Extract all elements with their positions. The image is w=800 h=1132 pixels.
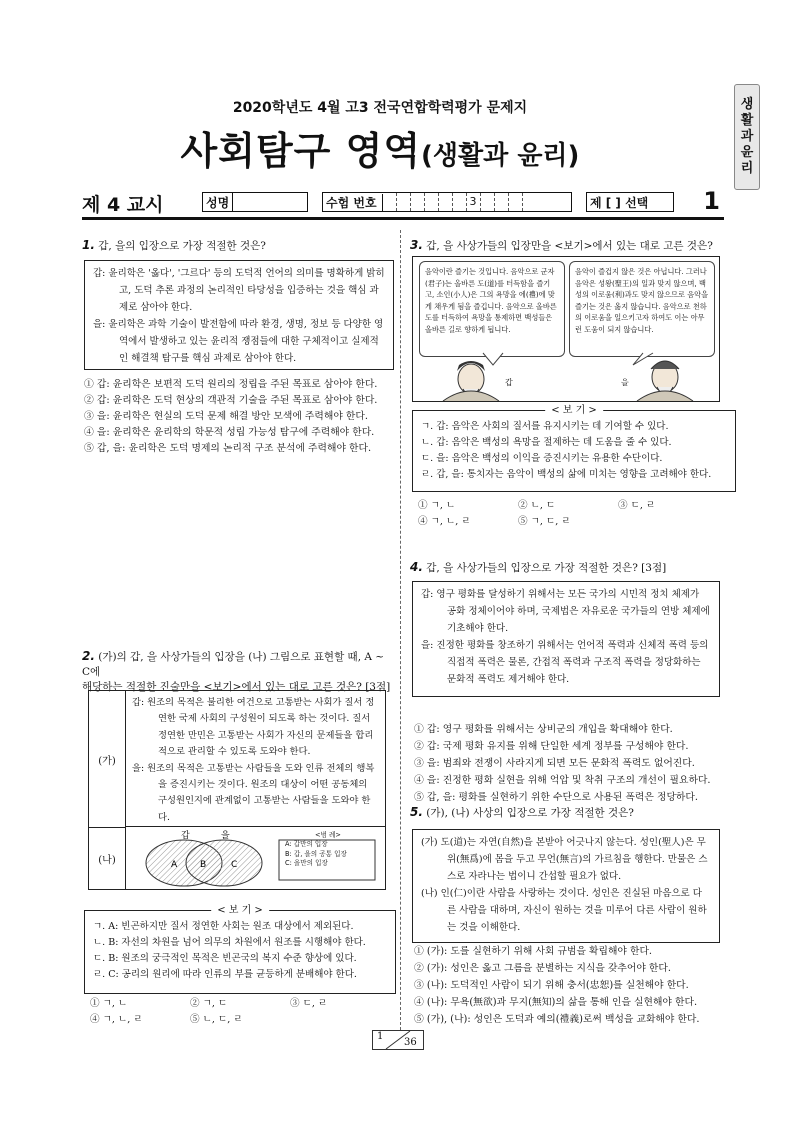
q2-ga-line: 갑: 원조의 목적은 불리한 여건으로 고통받는 사회가 질서 정연한 국제 사회의 구성원이 되도록 하는 것이다. 질서 정연한 만민은 고통받는 사회가 자신의 문제들을 합리적으로 관리할 수 있도록 도와야 한다. (132, 697, 375, 758)
title-main: 사회탐구 영역 (180, 129, 422, 173)
bogi-item: ㄷ. 을: 음악은 백성의 이익을 증진시키는 유용한 수단이다. (421, 453, 663, 464)
q2-legend (281, 831, 375, 869)
q2-choice-3[interactable]: ③ ㄷ, ㄹ (290, 998, 328, 1009)
q2-text-2: 해당하는 적절한 진술만을 <보기>에서 있는 대로 고른 것은? [3점] (82, 681, 391, 693)
q3-label-right: 을 (621, 378, 629, 387)
name-field[interactable] (232, 193, 307, 211)
q5-passage-box (412, 829, 720, 943)
scholar-left-icon (443, 361, 499, 401)
q2-choice-4[interactable]: ④ ㄱ, ㄴ, ㄹ (90, 1014, 143, 1025)
legend-title: <범 례> (315, 831, 341, 839)
q2-na-label: (나) (89, 828, 126, 889)
q3-speech-bubble-right: 음악이 즐겁지 않은 것은 아닙니다. 그러나 음악은 성왕(聖王)의 일과 맞지 않으며, 백성의 이로움(利)과도 맞지 않으므로 음악을 즐기는 것은 옳지 않습니다. 음악으로 천하의 이로움을 일으키고자 하여도 이는 아무런 도움이 되지 않습니다. (569, 261, 715, 357)
column-divider (400, 230, 402, 1030)
q1-text: 갑, 을의 입장으로 가장 적절한 것은? (98, 240, 266, 252)
q1-number: 1. (82, 238, 95, 252)
bogi-item: ㄹ. C: 공리의 원리에 따라 인류의 부를 균등하게 분배해야 한다. (93, 969, 357, 980)
scholar-right-icon (637, 361, 693, 401)
q1-passage-box (84, 260, 394, 370)
venn-right-label: 을 (221, 831, 230, 841)
q3-speech-bubble-left: 음악이란 즐기는 것입니다. 음악으로 군자(君子)는 올바른 도(道)를 터득함을 즐기고, 소인(小人)은 그의 욕망을 에(禮)에 맞게 채우게 됨을 즐깁니다. 음악으로 올바른 도를 터득하여 욕망을 통제하면 백성들은 올바른 길로 향하게 됩니다. (419, 261, 565, 357)
bogi-item: ㄴ. 갑: 음악은 백성의 욕망을 절제하는 데 도움을 줄 수 있다. (421, 437, 672, 448)
venn-c: C (231, 860, 238, 870)
bogi-item: ㄱ. A: 빈곤하지만 질서 정연한 사회는 원조 대상에서 제외된다. (93, 921, 354, 932)
side-tab-text: 생활과 윤리 (740, 97, 754, 176)
exam-digit-cell[interactable] (508, 193, 522, 211)
q4-passage-line: 갑: 영구 평화를 달성하기 위해서는 모든 국가의 시민적 정치 체제가 공화 정체이어야 하며, 국제법은 자유로운 국가들의 연방 체제에 기초해야 한다. (421, 589, 710, 634)
title-sub: (생활과 윤리) (421, 141, 580, 171)
q4-option-2[interactable]: ② 갑: 국제 평화 유지를 위해 단일한 세계 정부를 구성해야 한다. (414, 741, 689, 752)
q5-option-5[interactable]: ⑤ (가), (나): 성인은 도덕과 예의(禮義)로써 백성을 교화해야 한다. (414, 1014, 700, 1025)
q1-option-4[interactable]: ④ 을: 윤리학은 윤리학의 학문적 성립 가능성 탐구에 주력해야 한다. (84, 427, 375, 438)
exam-digit-cell[interactable] (410, 193, 424, 211)
exam-digit-cell[interactable] (452, 193, 466, 211)
q5-text: (가), (나) 사상의 입장으로 가장 적절한 것은? (426, 807, 634, 819)
q1-stem (82, 238, 392, 254)
q2-stem (82, 649, 392, 695)
legend-item: B: 갑, 을의 공통 입장 (285, 849, 347, 858)
page-footer (372, 1030, 424, 1050)
q2-bogi-box (84, 905, 396, 994)
q2-choice-2[interactable]: ② ㄱ, ㄷ (190, 998, 228, 1009)
q4-passage-line: 을: 진정한 평화를 창조하기 위해서는 언어적 폭력과 신체적 폭력 등의 직접적 폭력은 물론, 간접적 폭력과 구조적 폭력을 정당화하는 문화적 폭력도 제거해야 한다. (421, 640, 709, 685)
q3-illustration (412, 256, 720, 402)
exam-digit-cell[interactable] (480, 193, 494, 211)
q4-number: 4. (410, 560, 423, 574)
exam-number-box (322, 192, 572, 212)
exam-digit-cell[interactable] (383, 193, 396, 211)
exam-digit-cell[interactable] (438, 193, 452, 211)
q2-ga-line: 을: 원조의 목적은 고통받는 사람들을 도와 인류 전체의 행복을 증진시키는 것이다. 원조의 대상이 어떤 공동체의 구성원인지에 관계없이 고통받는 사람들을 도와야 한다. (132, 762, 375, 823)
legend-item: A: 갑만의 입장 (285, 840, 328, 849)
exam-line: 2020학년도 4월 고3 전국연합학력평가 문제지 (232, 100, 528, 116)
bogi-item: ㄹ. 갑, 을: 통치자는 음악이 백성의 삶에 미치는 영향을 고려해야 한다. (421, 469, 712, 480)
bogi-item: ㄷ. B: 원조의 궁극적인 목적은 빈곤국의 복지 수준 향상에 있다. (93, 953, 357, 964)
exam-digit-cell[interactable] (522, 193, 536, 211)
legend-item: C: 을만의 입장 (285, 859, 328, 868)
header-rule (82, 217, 724, 220)
q5-option-3[interactable]: ③ (나): 도덕적인 사람이 되기 위해 충서(忠恕)를 실천해야 한다. (414, 980, 689, 991)
bogi-item: ㄴ. B: 자선의 차원을 넘어 의무의 차원에서 원조를 시행해야 한다. (93, 937, 366, 948)
q2-choice-5[interactable]: ⑤ ㄴ, ㄷ, ㄹ (190, 1014, 243, 1025)
q2-text-1: (가)의 갑, 을 사상가들의 입장을 (나) 그림으로 표현할 때, A ~ C에 (82, 651, 385, 678)
q5-option-4[interactable]: ④ (나): 무욕(無欲)과 무지(無知)의 삶을 통해 인을 실현해야 한다. (414, 997, 698, 1008)
q1-passage-line: 갑: 윤리학은 '옳다', '그르다' 등의 도덕적 언어의 의미를 명확하게 밝히고, 도덕 추론 과정의 논리적인 타당성을 입증하는 것을 핵심 과제로 삼아야 한다. (93, 268, 385, 313)
q2-ga-text (126, 691, 385, 827)
venn-right-circle (186, 840, 262, 886)
subject-side-tab (734, 84, 760, 190)
q3-stem (410, 238, 730, 254)
q1-passage-line: 을: 윤리학은 과학 기술이 발전함에 따라 환경, 생명, 정보 등 다양한 영역에서 발생하고 있는 윤리적 쟁점들에 대한 구체적이고 실제적인 해결책 탐구를 핵심 과제로 삼아야 한다. (93, 319, 384, 364)
q4-passage-box (412, 581, 720, 697)
q4-option-1[interactable]: ① 갑: 영구 평화를 위해서는 상비군의 개입을 확대해야 한다. (414, 724, 673, 735)
q1-option-5[interactable]: ⑤ 갑, 을: 윤리학은 도덕 명제의 논리적 구조 분석에 주력해야 한다. (84, 443, 372, 454)
page-current: 1 (377, 1031, 384, 1042)
exam-digit-cell[interactable] (494, 193, 508, 211)
q3-number: 3. (410, 238, 423, 252)
select-label: 제 [ ] 선택 (590, 195, 649, 210)
q3-choice-1[interactable]: ① ㄱ, ㄴ (418, 500, 456, 511)
info-row (82, 187, 724, 216)
q3-figures (413, 257, 719, 401)
q1-option-1[interactable]: ① 갑: 윤리학은 보편적 도덕 원리의 정립을 주된 목표로 삼아야 한다. (84, 379, 378, 390)
q2-number: 2. (82, 649, 95, 663)
q1-option-3[interactable]: ③ 을: 윤리학은 현실의 도덕 문제 해결 방안 모색에 주력해야 한다. (84, 411, 368, 422)
bogi-tag: < 보 기 > (545, 403, 603, 419)
q3-bogi-box (412, 405, 736, 492)
q5-number: 5. (410, 805, 423, 819)
q4-text: 갑, 을 사상가들의 입장으로 가장 적절한 것은? [3점] (426, 562, 667, 574)
q2-ga-label: (가) (89, 691, 126, 828)
q3-choice-5[interactable]: ⑤ ㄱ, ㄷ, ㄹ (518, 516, 571, 527)
exam-digit-cell[interactable] (396, 193, 410, 211)
page-total: 36 (404, 1037, 417, 1048)
venn-b: B (200, 860, 207, 870)
q2-table (88, 690, 386, 890)
exam-number-label: 수험 번호 (323, 194, 383, 211)
name-box (202, 192, 308, 212)
q5-option-2[interactable]: ② (가): 성인은 옳고 그름을 분별하는 지식을 갖추어야 한다. (414, 963, 671, 974)
q4-stem (410, 560, 730, 576)
q3-choice-2[interactable]: ② ㄴ, ㄷ (518, 500, 556, 511)
q5-passage-line: (나) 인(仁)이란 사람을 사랑하는 것이다. 성인은 진실된 마음으로 다른 사람을 대하며, 자신이 원하는 것을 미루어 다른 사람이 원하는 것을 이해한다. (421, 888, 707, 933)
exam-digit-fixed: 3 (466, 193, 480, 211)
q3-text: 갑, 을 사상가들의 입장만을 <보기>에서 있는 대로 고른 것은? (426, 240, 713, 252)
q3-choice-3[interactable]: ③ ㄷ, ㄹ (618, 500, 656, 511)
name-label: 성명 (206, 195, 230, 210)
venn-a: A (171, 860, 178, 870)
q5-stem (410, 805, 730, 821)
period-label: 제 4 교시 (82, 194, 164, 216)
q5-option-1[interactable]: ① (가): 도를 실현하기 위해 사회 규범을 확립해야 한다. (414, 946, 653, 957)
q4-option-4[interactable]: ④ 을: 진정한 평화 실현을 위해 억압 및 착취 구조의 개선이 필요하다. (414, 775, 711, 786)
q4-option-5[interactable]: ⑤ 갑, 을: 평화를 실현하기 위한 수단으로 사용된 폭력은 정당하다. (414, 792, 698, 803)
venn-left-label: 갑 (181, 831, 190, 841)
select-box[interactable] (586, 192, 674, 212)
q3-choice-4[interactable]: ④ ㄱ, ㄴ, ㄹ (418, 516, 471, 527)
page-title (0, 120, 760, 175)
q4-option-3[interactable]: ③ 을: 범죄와 전쟁이 사라지게 되면 모든 문화적 폭력도 없어진다. (414, 758, 695, 769)
q2-choice-1[interactable]: ① ㄱ, ㄴ (90, 998, 128, 1009)
q3-label-left: 갑 (505, 378, 513, 387)
q1-option-2[interactable]: ② 갑: 윤리학은 도덕 현상의 객관적 기술을 주된 목표로 삼아야 한다. (84, 395, 378, 406)
q5-passage-line: (가) 도(道)는 자연(自然)을 본받아 어긋나지 않는다. 성인(聖人)은 무위(無爲)에 몸을 두고 무언(無言)의 가르침을 행한다. 만물은 스스로 자라나는 법이니 간섭할 필요가 없다. (421, 837, 708, 882)
page-number: 1 (703, 187, 720, 215)
bogi-tag: < 보 기 > (211, 903, 269, 919)
bogi-item: ㄱ. 갑: 음악은 사회의 질서를 유지시키는 데 기여할 수 있다. (421, 421, 669, 432)
exam-digit-cell[interactable] (424, 193, 438, 211)
